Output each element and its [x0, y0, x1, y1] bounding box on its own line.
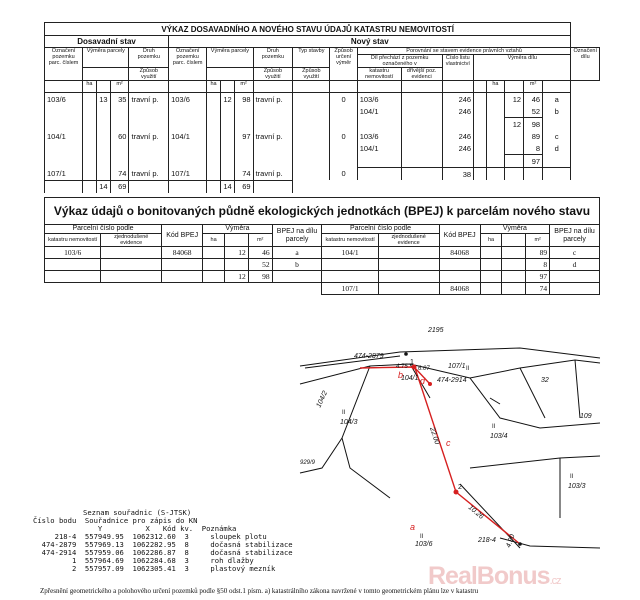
dist-4-75: 4.75: [396, 364, 408, 370]
table-row: 52 b 8 d: [45, 259, 600, 271]
coords-row: 474-2879 557969.13 1062282.95 8 dočasná stabilizace: [33, 540, 293, 549]
hdr-druh-new: Druh pozemku: [253, 48, 293, 68]
part-label-a: a: [410, 522, 416, 532]
map-line: [575, 360, 580, 418]
hdr-cislo-listu: Číslo listu vlastnictví: [442, 55, 474, 81]
label-104-2: 104/2: [315, 389, 330, 409]
roman-ii: II: [342, 410, 346, 416]
label-32: 32: [541, 377, 549, 384]
label-218-4: 218-4: [478, 537, 496, 544]
map-line: [470, 378, 600, 428]
dist-6-07: 6.07: [418, 366, 430, 372]
map-line: [520, 368, 545, 418]
hdr-oznaceni-new: Označení pozemku parc. číslem: [169, 48, 207, 81]
label-474-2879: 474-2879: [354, 353, 384, 360]
map-line: [342, 438, 390, 498]
label-104-1: 104/1: [401, 375, 419, 382]
t2-kod-left: Kód BPEJ: [162, 225, 203, 247]
point-1-label: 1: [410, 359, 414, 366]
label-103-3: 103/3: [568, 483, 586, 490]
hdr-vymera-old: Výměra parcely: [83, 48, 129, 68]
point-474-2914: [428, 382, 432, 386]
table-row: 104/1 246 8 d: [45, 142, 600, 155]
dist-22-00: 22.00: [428, 426, 441, 446]
hdr-ha-new: ha: [207, 81, 221, 93]
t2-parc-right: Parcelní číslo podle: [322, 225, 439, 234]
hdr-oznaceni-old: Označení pozemku parc. číslem: [45, 48, 83, 81]
part-label-d: d: [420, 376, 426, 386]
point-218-4: [518, 542, 522, 546]
hdr-oznaceni-dilu: Označení dílu: [571, 48, 600, 81]
coords-header-2: Y X Kód kv. Poznámka: [33, 524, 237, 533]
coords-row: 1 557964.69 1062284.68 3 roh dlažby: [33, 556, 254, 565]
hdr-druh-old: Druh pozemku: [129, 48, 169, 68]
t2-vymera-right: Výměra: [480, 225, 549, 234]
hdr-m2-dil: m²: [524, 81, 543, 93]
point-474-2879: [404, 352, 408, 356]
hdr-porovnani: Porovnání se stavem evidence právních vztahů: [357, 48, 571, 55]
roman-ii: II: [570, 474, 574, 480]
map-line: [300, 366, 370, 473]
map-line: [305, 356, 400, 368]
table2-title: Výkaz údajů o bonitovaných půdně ekologických jednotkách (BPEJ) k parcelám nového stavu: [45, 198, 600, 225]
hdr-m2-new: m²: [234, 81, 253, 93]
table-row: 104/1 246 52 b: [45, 105, 600, 118]
label-929-9: 929/9: [300, 460, 316, 466]
hdr-zpusob-new: Způsob využití: [253, 68, 293, 81]
hdr-zpusob-old: Způsob využití: [129, 68, 169, 81]
hdr-katastru: katastru nemovitostí: [357, 68, 401, 81]
hdr-vymera-dilu: Výměra dílu: [474, 55, 571, 81]
hdr-m2-old: m²: [110, 81, 129, 93]
part-label-b: b: [398, 370, 404, 380]
hdr-ha-dil: ha: [486, 81, 505, 93]
label-109: 109: [580, 413, 592, 420]
table1-title: VÝKAZ DOSAVADNÍHO A NOVÉHO STAVU ÚDAJŮ KATASTRU NEMOVITOSTÍ: [45, 23, 571, 36]
t2-vymera-left: Výměra: [203, 225, 272, 234]
label-107-1: 107/1: [448, 363, 466, 370]
map-line: [470, 456, 600, 468]
roman-ii: II: [420, 534, 424, 540]
part-label-c: c: [446, 438, 451, 448]
hdr-ha-old: ha: [83, 81, 97, 93]
map-line: [490, 398, 500, 404]
label-2195: 2195: [428, 327, 444, 334]
table-row: 12 98 97: [45, 271, 600, 283]
red-boundary: [415, 368, 520, 544]
footnote: Zpřesnění geometrického a polohového určení pozemků podle §50 odst.1 písm. a) katastrálního zákona navržené v tomto geometrickém plánu lze v katastru: [40, 587, 479, 595]
hdr-typ-stavby: Typ stavby: [293, 48, 330, 68]
coords-header-1: Číslo bodu Souřadnice pro zápis do KN: [33, 516, 198, 525]
table-row: 103/6 13 35 travní p. 103/6 12 98 travní p. 0 103/6 246 12 46 a: [45, 93, 600, 106]
table-row: 103/6 84068 12 46 a 104/1 84068 89 c: [45, 247, 600, 259]
label-474-2914: 474-2914: [437, 377, 467, 384]
coords-row: 474-2914 557959.06 1062286.87 8 dočasná stabilizace: [33, 548, 293, 557]
hdr-vymera-new: Výměra parcely: [207, 48, 253, 68]
old-state-heading: Dosavadní stav: [45, 36, 169, 48]
totals-row: 14 69 14 69: [45, 180, 600, 193]
hdr-dil-prechazi: Díl přechází z pozemku označeného v: [357, 55, 442, 68]
table-row: 12 98: [45, 118, 600, 131]
table-row: 107/1 84068 74: [45, 283, 600, 295]
point-2-label: 2: [458, 484, 462, 491]
dist-4-90: 4.90: [505, 533, 517, 549]
t2-bpej-right: BPEJ na dílu parcely: [550, 225, 600, 247]
table-stav-katastru: [44, 22, 600, 193]
label-103-6: 103/6: [415, 541, 433, 548]
roman-ii: II: [492, 424, 496, 430]
label-104-3: 104/3: [340, 419, 358, 426]
t2-bpej-left: BPEJ na dílu parcely: [272, 225, 322, 247]
table-row: 107/1 74 travní p. 107/1 74 travní p. 0 38: [45, 168, 600, 181]
hdr-zpusob-new2: Způsob využití: [293, 68, 330, 81]
hdr-zpusob-urceni: Způsob určení výměr: [330, 48, 357, 81]
coords-row: 2 557957.09 1062305.41 3 plastový mezník: [33, 564, 276, 573]
coords-title: Seznam souřadnic (S-JTSK): [83, 508, 192, 517]
table-row: 97: [45, 155, 600, 168]
hdr-drivejsi: dřívější poz. evidenci: [401, 68, 442, 81]
coords-row: 218-4 557949.95 1062312.60 3 sloupek plotu: [33, 532, 267, 541]
t2-parc-left: Parcelní číslo podle: [45, 225, 162, 234]
roman-ii: II: [466, 366, 470, 372]
t2-kod-right: Kód BPEJ: [439, 225, 480, 247]
new-state-heading: Nový stav: [169, 36, 571, 48]
coordinates-list: [33, 509, 293, 573]
label-103-4: 103/4: [490, 433, 508, 440]
table-bpej: Výkaz údajů o bonitovaných půdně ekologických jednotkách (BPEJ) k parcelám nového stavu Parcelní číslo podle Kód BPEJ Výměra BPEJ na dílu parcely Parcelní číslo podle Kód BPEJ Výměra BPEJ na dílu parcely katastru nemovitostí zjednodušené evidence katastru nemovitostí zjednodušené evidence ha m² ha m² 103/6 84068 12 46 a 104/1 84068 89 c 52 b 8 d 12 98 97 107/1 84068 74: [44, 197, 600, 295]
dist-10-26: 10.26: [466, 504, 485, 521]
table-row: 104/1 60 travní p. 104/1 97 travní p. 0 103/6 246 89 c: [45, 130, 600, 142]
watermark-logo: RealBonus.cz: [428, 562, 561, 590]
